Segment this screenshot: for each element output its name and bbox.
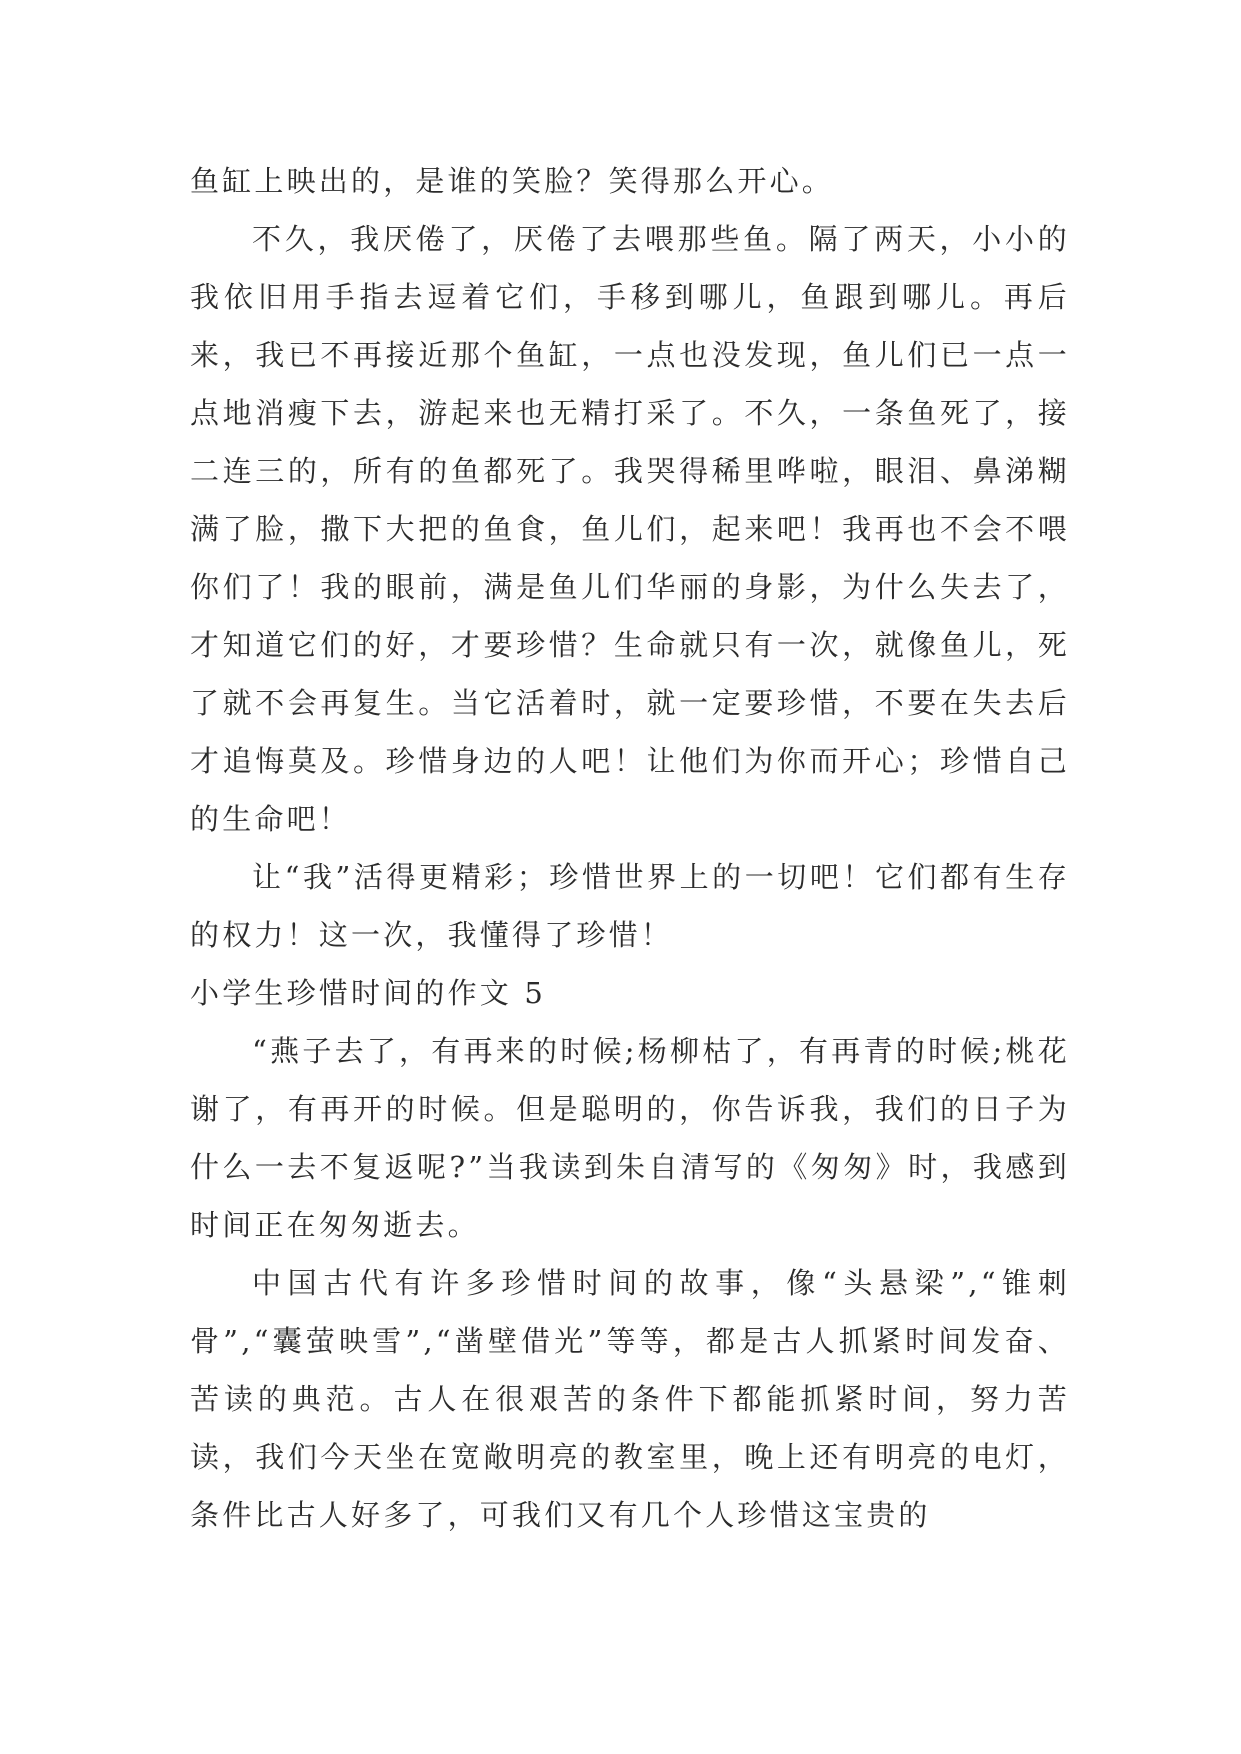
paragraph-2: 不久，我厌倦了，厌倦了去喂那些鱼。隔了两天，小小的我依旧用手指去逗着它们，手移到哪儿，鱼跟到哪儿。再后来，我已不再接近那个鱼缸，一点也没发现，鱼儿们已一点一点地消瘦下去，游起来也无精打采了。不久，一条鱼死了，接二连三的，所有的鱼都死了。我哭得稀里哗啦，眼泪、鼻涕糊满了脸，撒下大把的鱼食，鱼儿们，起来吧！我再也不会不喂你们了！我的眼前，满是鱼儿们华丽的身影，为什么失去了，才知道它们的好，才要珍惜？生命就只有一次，就像鱼儿，死了就不会再复生。当它活着时，就一定要珍惜，不要在失去后才追悔莫及。珍惜身边的人吧！让他们为你而开心；珍惜自己的生命吧！ [190, 222, 1070, 836]
paragraph-3: 让“我”活得更精彩；珍惜世界上的一切吧！它们都有生存的权力！这一次，我懂得了珍惜！ [190, 860, 1070, 952]
paragraph-5: 中国古代有许多珍惜时间的故事，像“头悬梁”,“锥刺骨”,“囊萤映雪”,“凿壁借光”等等，都是古人抓紧时间发奋、苦读的典范。古人在很艰苦的条件下都能抓紧时间，努力苦读，我们今天坐在宽敞明亮的教室里，晚上还有明亮的电灯，条件比古人好多了，可我们又有几个人珍惜这宝贵的 [190, 1266, 1070, 1532]
paragraph-4: “燕子去了，有再来的时候;杨柳枯了，有再青的时候;桃花谢了，有再开的时候。但是聪明的，你告诉我，我们的日子为什么一去不复返呢?”当我读到朱自清写的《匆匆》时，我感到时间正在匆匆逝去。 [190, 1034, 1070, 1242]
paragraph-1: 鱼缸上映出的，是谁的笑脸？笑得那么开心。 [190, 164, 835, 198]
document-page [190, 152, 1070, 1544]
section-heading: 小学生珍惜时间的作文 5 [190, 976, 547, 1010]
